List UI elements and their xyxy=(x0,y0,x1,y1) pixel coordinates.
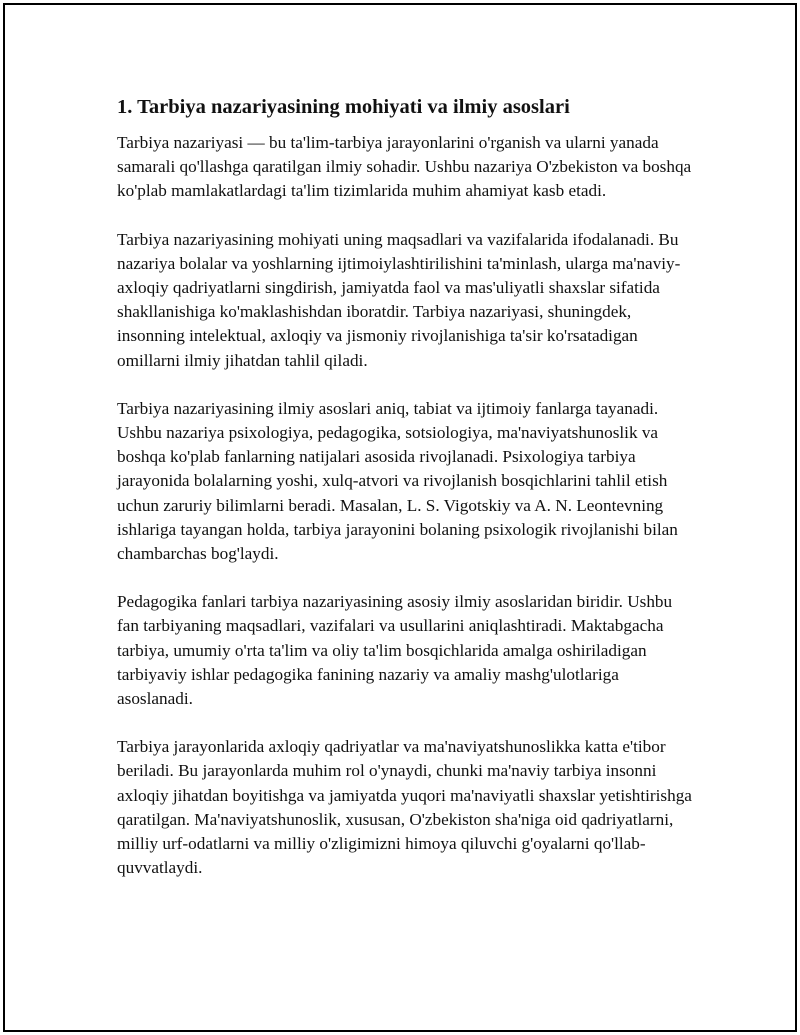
paragraph-pedagogy: Pedagogika fanlari tarbiya nazariyasining asosiy ilmiy asoslaridan biridir. Ushbu fan tarbiyaning maqsadlari, vazifalari va usullarini aniqlashtiradi. Maktabgacha tarbiya, umumiy o'rta ta'lim va oliy ta'lim bosqichlarida amalga oshiriladigan tarbiyaviy ishlar pedagogika fanining nazariy va amaliy mashg'ulotlariga asoslanadi. xyxy=(117,592,673,709)
paragraph-essence: Tarbiya nazariyasining mohiyati uning maqsadlari va vazifalarida ifodalanadi. Bu nazariya bolalar va yoshlarning ijtimoiylashtirilishini ta'minlash, ularga ma'naviy-axloqiy qadriyatlarni singdirish, jamiyatda faol va mas'uliyatli shaxslar sifatida shakllanishiga ko'maklashishdan iboratdir. Tarbiya nazariyasi, shuningdek, insonning intelektual, axloqiy va jismoniy rivojlanishiga ta'sir ko'rsatadigan omillarni ilmiy jihatdan tahlil qiladi. xyxy=(117,229,681,370)
paragraph-scientific-foundations: Tarbiya nazariyasining ilmiy asoslari aniq, tabiat va ijtimoiy fanlarga tayanadi. Ushbu nazariya psixologiya, pedagogika, sotsiologiya, ma'naviyatshunoslik va boshqa ko'plab fanlarning natijalari asosida rivojlanadi. Psixologiya tarbiya jarayonida bolalarning yoshi, xulq-atvori va rivojlanish bosqichlarini tahlil etish uchun zaruriy bilimlarni beradi. Masalan, L. S. Vigotskiy va A. N. Leontevning ishlariga tayangan holda, tarbiya jarayonini bolaning psixologik rivojlanishi bilan chambarchas bog'laydi. xyxy=(117,398,678,564)
section-title: 1. Tarbiya nazariyasining mohiyati va ilmiy asoslari xyxy=(117,96,570,118)
paragraph-intro: Tarbiya nazariyasi — bu ta'lim-tarbiya jarayonlarini o'rganish va ularni yanada samarali qo'llashga qaratilgan ilmiy sohadir. Ushbu nazariya O'zbekiston va boshqa ko'plab mamlakatlardagi ta'lim tizimlarida muhim ahamiyat kasb etadi. xyxy=(117,133,692,201)
paragraph-moral-values: Tarbiya jarayonlarida axloqiy qadriyatlar va ma'naviyatshunoslikka katta e'tibor beriladi. Bu jarayonlarda muhim rol o'ynaydi, chunki ma'naviy tarbiya insonni axloqiy jihatdan boyitishga va jamiyatda yuqori ma'naviyatli shaxslar yetishtirishga qaratilgan. Ma'naviyatshunoslik, xususan, O'zbekiston sha'niga oid qadriyatlarni, milliy urf-odatlarni va milliy o'zligimizni himoya qiluvchi g'oyalarni qo'llab-quvvatlaydi. xyxy=(117,737,692,878)
document-body xyxy=(117,94,692,904)
